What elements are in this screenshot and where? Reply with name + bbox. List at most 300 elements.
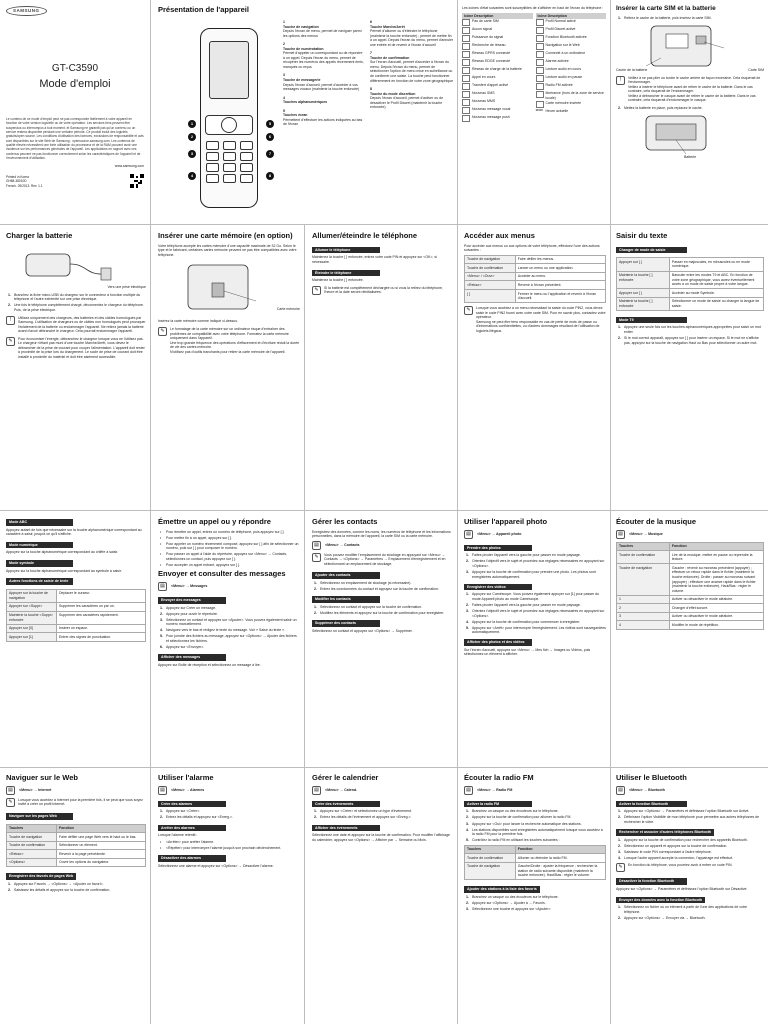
table-row — [465, 264, 606, 273]
step: Appuyez sur <Options> → Ajouter à → Favoris. — [472, 901, 546, 906]
menu-path-icon: ▤ — [464, 786, 473, 795]
note-text: Pour économiser l'énergie, débranchez le chargeur lorsque vous ne l'utilisez pas. Le chargeur n'étant pas muni d'une touche Marche/Arrêt, vous devez le débrancher de la prise de courant pour couper l'alimentation. L'appareil doit rester à proximité de la prise lors du chargement. Le socle de prise de courant doit être installé à proximité du matériel et doit être aisément accessible. — [18, 336, 145, 359]
note-text: N'utilisez pas d'outils tranchants pour retirer la carte mémoire de l'appareil. — [170, 349, 286, 354]
menu-path-text: <Menu> → Radio FM — [477, 787, 513, 792]
step: Saisissez le code PIN correspondant à l'autre téléphone. — [624, 849, 712, 854]
section-title: Naviguer sur le Web — [6, 773, 78, 782]
function-cell: Activer ou désactiver le mode aléatoire. — [669, 595, 763, 604]
section-title: Utiliser le Bluetooth — [616, 773, 687, 782]
table-row — [7, 858, 146, 867]
radio-section: Écouter la radio FM ▤ <Menu> → Radio FM Activer la radio FM 1. Branchez un casque ou des écouteurs sur le téléphone. 2. Appuyez sur la touche de confirmation pour allumer la radio FM. 3. Appuyez sur <Oui> pour lancer la recherche automatique des stations. 4. Les stations disponibles sont enregistrées automatiquement lorsque vous accédez à la radio FM pour la première fois. 5. Contrôlez la radio FM en utilisant les touches suivantes : Touches Fonction Touche de confirmation Allumer ou éteindre la radio FM. Touche de navigation Gauche/Droite : ajuster la fréquence ; rechercher la station de radio suivante disponible (maintenir la touche enfoncée). Haut/Bas : régler le volume. Ajouter des stations à la liste des favoris 1. Branchez un casque ou des écouteurs sur le téléphone. 2. Appuyez sur <Options> → Ajouter à → Favoris. 3. Sélectionnez une touche et appuyez sur <Ajouter>. — [464, 772, 606, 1020]
note-text: Une trop grande fréquence des opérations d'effacement et d'écriture réduit la durée de vie des cartes mémoire. — [170, 340, 300, 350]
table-row — [7, 624, 146, 633]
menu-path-icon: ▤ — [158, 786, 167, 795]
status-icon — [536, 51, 544, 58]
subsection-bar: Mode numérique — [6, 542, 73, 549]
legend-num: 8 — [370, 87, 372, 92]
step: Mettez la batterie en place, puis replacez le cache. — [624, 105, 703, 110]
menu-path-text: <Menu> → Calend. — [325, 787, 358, 792]
step: Lorsque l'autre appareil accepte la connexion, l'appairage est effectué. — [624, 855, 734, 860]
subsection-bar: Afficher des événements — [312, 825, 380, 832]
menus-table — [464, 255, 606, 303]
legend-num: 2 — [283, 42, 285, 47]
key-cell: Touche de navigation — [465, 862, 516, 880]
menu-path-text: <Menu> → Internet — [19, 787, 52, 792]
icon-desc: Recherche de réseau — [472, 43, 506, 48]
caption: Carte mémoire — [276, 306, 300, 311]
calls-section: Émettre un appel ou y répondre • Pour émettre un appel, entrez un numéro de téléphone, puis appuyez sur [ ]. • Pour mettre fin à un appel, appuyez sur [ ]. • Pour appeler un numéro récemment composé, appuyez sur [ ] afin de sélectionner un numéro, puis sur [ ] pour composer le numéro. • Pour passer un appel à l'aide du répertoire, appuyez sur <Menu> → Contacts, sélectionnez un contact, puis appuyez sur [ ]. • Pour accepter un appel entrant, appuyez sur [ ]. Envoyer et consulter des messages ▤ <Menu> → Messages Envoyer des messages 1. Appuyez sur Créer un message. 2. Appuyez pour ouvrir le répertoire. 3. Sélectionnez un contact et appuyez sur <Ajouter>. Vous pouvez également saisir un numéro manuellement. 4. Naviguez vers le bas et rédigez le texte du message. Voir « Saisir du texte ». 5. Pour joindre des fichiers au message, appuyez sur <Options> → Ajouter des fichiers et sélectionnez les fichiers. 6. Appuyez sur <Envoyer>. Afficher des messages Appuyez sur Boîte de réception et sélectionnez un message à lire. — [158, 517, 299, 667]
key-cell: Touche de confirmation — [465, 264, 516, 273]
function-cell: Faire défiler une page Web vers le haut ou le bas. — [57, 833, 146, 842]
icon-desc: Lecture audio en cours — [545, 67, 582, 72]
step: Appuyez sur <Arrêt> pour interrompre l'enregistrement. Les vidéos sont sauvegardées automatiquement. — [472, 625, 606, 635]
legend-desc: Sur l'écran d'accueil, permet d'accéder à l'écran du menu. Depuis l'écran du menu, permet de sélectionner l'option de menu mise en surbrillance ou de confirmer une saisie. La touche peut fonctionner différemment en fonction de votre zone géographique — [370, 60, 454, 83]
table-row — [617, 604, 764, 613]
function-cell: Ouvrir les options du navigateur. — [57, 858, 146, 867]
step: Sélectionnez un contact et appuyez sur <Ajouter>. Vous pouvez également saisir un numéro manuellement. — [166, 617, 297, 627]
step: Faites pivoter l'appareil vers la gauche pour passer en mode paysage. — [472, 602, 581, 607]
status-icon — [536, 43, 544, 50]
table-row — [617, 595, 764, 604]
callout-8: 8 — [266, 172, 274, 180]
subsection-bar: Rechercher et associer d'autres téléphones Bluetooth — [616, 829, 714, 836]
subsection-bar: Arrêter des alarmes — [158, 825, 226, 832]
function-cell: Sélectionner un mode de saisie ou changer la langue de saisie. — [669, 297, 763, 310]
key-cell: Touche de navigation — [7, 833, 57, 842]
table-row — [7, 589, 146, 602]
step: Appuyez sur la touche de confirmation pour allumer la radio FM. — [472, 815, 572, 820]
step: Appuyez sur <Envoyer>. — [166, 644, 205, 649]
power-section — [312, 230, 454, 508]
step: Branchez la fiche micro-USB du chargeur sur le connecteur à fonction multiple du téléphone et l'autre extrémité sur une prise électrique. — [14, 292, 141, 302]
subsection-bar: Allumer le téléphone — [312, 247, 380, 254]
function-cell: Accéder au menu. — [515, 272, 605, 281]
music-keys-table — [616, 542, 764, 630]
table-row — [617, 289, 764, 298]
legend-desc: Depuis l'écran d'accueil, permet d'activer ou de désactiver le Profil Discret (maintenir la touche enfoncée) — [370, 96, 444, 110]
step: Contrôlez la radio FM en utilisant les touches suivantes : — [472, 838, 560, 843]
note-text: Lorsque vous accédez à un menu nécessitant la saisie du code PIN2, vous devez saisir le code PIN2 fourni avec votre carte SIM. Pour en savoir plus, contactez votre opérateur. — [476, 306, 606, 320]
table-row — [7, 633, 146, 642]
step: Appuyez sur Caméscope. Vous pouvez également appuyer sur [1] pour passer du mode Appareil photo au mode Caméscope. — [472, 592, 600, 601]
menu-path-text: <Menu> → Bluetooth — [629, 787, 665, 792]
key-cell: <Menu> / <Ouvr> — [465, 272, 516, 281]
callout-1: 1 — [188, 120, 196, 128]
step: Appuyez sur <Options> → Envoyer via → Bluetooth. — [624, 915, 706, 920]
note-icon: ✎ — [6, 798, 15, 807]
note-text: Samsung ne peut être tenu responsable en cas de perte de mots de passe ou d'informations confidentielles, ou d'autres dommages résultant de l'utilisation de logiciels illégaux. — [476, 319, 600, 333]
callout-7: 7 — [266, 150, 274, 158]
step: Appuyez sur <Options> → Paramètres et définissez l'option Bluetooth sur Activé. — [624, 809, 750, 814]
step: Branchez un casque ou des écouteurs sur le téléphone. — [472, 895, 559, 900]
sim-illustration — [616, 22, 746, 72]
icon-desc: Nouveau message vocal — [472, 107, 511, 112]
table-header: Touches — [617, 542, 670, 551]
intro-text: Votre téléphone accepte les cartes mémoire d'une capacité maximale de 32 Go. Selon le type et le fabricant, certaines cartes mémoire peuvent ne pas être compatibles avec votre téléphone. — [158, 243, 297, 257]
sim-section: Insérer la carte SIM et la batterie 1. Retirez le cache de la batterie, puis insérez la carte SIM. Cache de la batterie Carte SIM ! Veillez à ne pas plier ou tordre le cache arrière de façon excessive. Cela risquerait de l'endommager. Veillez à insérer le téléphone avant de retirer le cache de la batterie. Dans le cas contraire, cela risquerait de l'endommager. Veillez à débrancher le casque avant de retirer le cache de la batterie. Dans le cas contraire, cela risquerait d'endommager le casque. 2. Mettez la batterie en place, puis replacez le cache. Batterie — [616, 5, 764, 160]
step: Appuyez sur Créer un message. — [166, 605, 217, 610]
camera-section: Utiliser l'appareil photo ▤ <Menu> → Appareil photo Prendre des photos 1. Faites pivoter l'appareil vers la gauche pour passer en mode paysage. 2. Orientez l'objectif vers le sujet et procédez aux réglages nécessaires en appuyant sur <Options>. 3. Appuyez sur la touche de confirmation pour prendre une photo. Les photos sont enregistrées automatiquement. Enregistrer des vidéos 1. Appuyez sur Caméscope. Vous pouvez également appuyer sur [1] pour passer du mode Appareil photo au mode Caméscope. 2. Faites pivoter l'appareil vers la gauche pour passer en mode paysage. 3. Orientez l'objectif vers le sujet et procédez aux réglages nécessaires en appuyant sur <Options>. 4. Appuyez sur la touche de confirmation pour commencer à enregistrer. 5. Appuyez sur <Arrêt> pour interrompre l'enregistrement. Les vidéos sont sauvegardées automatiquement. Afficher des photos et des vidéos Sur l'écran d'accueil, appuyez sur <Menu> → Mes fich → Images ou Vidéos, puis sélectionnez un élément à afficher. — [464, 517, 606, 657]
icon-desc: Itinérance (hors de la zone de service locale) — [545, 91, 604, 100]
icon-desc: Nouveau MMS — [472, 99, 496, 104]
function-cell: Supprimer des caractères rapidement. — [57, 611, 146, 624]
caption: Vers une prise électrique — [107, 285, 146, 290]
table-row — [617, 271, 764, 289]
function-cell: Accéder au mode Symbole. — [669, 289, 763, 298]
key-cell: Maintenir la touche [ ] enfoncée — [617, 271, 670, 289]
key-cell: 3 — [617, 612, 670, 621]
function-cell: Revenir à la page précédente. — [57, 850, 146, 859]
subsection-bar: Désactiver des alarmes — [158, 855, 226, 862]
subsection-bar: Éteindre le téléphone — [312, 270, 380, 277]
legend-title: Touche du mode discrétion — [370, 91, 416, 96]
radio-keys-table — [464, 845, 606, 881]
text-functions-table — [6, 589, 146, 642]
menu-path-icon: ▤ — [616, 786, 625, 795]
icon-desc: Puissance du signal — [472, 35, 504, 40]
status-icon — [462, 115, 470, 122]
menu-path — [312, 541, 454, 550]
body-text: Lorsque l'alarme retentit : — [158, 833, 198, 838]
legend-num: 4 — [283, 95, 285, 100]
table-row — [7, 850, 146, 859]
calendar-section: Gérer le calendrier ▤ <Menu> → Calend. Créer des événements 1. Appuyez sur <Créer> et sélectionnez un type d'événement. 2. Entrez les détails de l'événement et appuyez sur <Enreg.>. Afficher des événements Sélectionnez une date et appuyez sur la touche de confirmation. Pour modifier l'affichage du calendrier, appuyez sur <Options> → Afficher par → Semaine ou Mois. — [312, 772, 454, 1020]
key-cell: 4 — [617, 621, 670, 630]
body-text: Appuyez sur Boîte de réception et sélectionnez un message à lire. — [158, 662, 261, 667]
section-title: Gérer les contacts — [312, 517, 378, 526]
key-cell: Appuyer sur [1] — [7, 633, 57, 642]
status-icon — [462, 99, 470, 106]
menu-path-text: <Menu> → Alarmes — [171, 787, 205, 792]
table-row — [465, 272, 606, 281]
function-cell: Changer d'effet sonore. — [669, 604, 763, 613]
section-title: Accéder aux menus — [464, 231, 535, 240]
legend-title: Touches écran — [283, 113, 308, 118]
icon-desc: Carte mémoire insérée — [545, 101, 582, 106]
presentation-legend-left — [283, 20, 365, 220]
key-cell: [ ] — [465, 290, 516, 303]
status-icon — [462, 59, 470, 66]
table-row — [617, 297, 764, 310]
model-name: GT-C3590 — [51, 62, 99, 74]
key-cell: Touche de confirmation — [617, 551, 670, 564]
battery-illustration — [616, 112, 746, 160]
function-cell: Supprimer les caractères un par un. — [57, 602, 146, 611]
memcard-section — [158, 230, 300, 508]
step: Orientez l'objectif vers le sujet et procédez aux réglages nécessaires en appuyant sur <Options>. — [472, 559, 605, 569]
function-cell: Basculer entre les modes T9 et ABC. En fonction de votre zone géographique, vous aurez éventuellement accès à un mode de saisie propre à votre langue. — [669, 271, 763, 289]
cover-panel — [6, 6, 144, 220]
status-icon — [462, 83, 470, 90]
key-cell: Touche de navigation — [617, 564, 670, 595]
key-cell: <Options> — [7, 858, 57, 867]
legend-title: Touche de messagerie — [283, 78, 321, 83]
table-row — [465, 862, 606, 880]
function-cell: Sélectionner un élément. — [57, 841, 146, 850]
subsection-bar: Créer des alarmes — [158, 801, 226, 808]
step: Orientez l'objectif vers le sujet et procédez aux réglages nécessaires en appuyant sur <Options>. — [472, 608, 605, 618]
step: Appuyez sur <Oui> pour lancer la recherche automatique des stations. — [472, 821, 582, 826]
function-cell: Modifier le mode de répétition. — [669, 621, 763, 630]
function-cell: Lancer un menu ou une application. — [515, 264, 605, 273]
legend-title: Touches alphanumériques — [283, 100, 328, 105]
section-title: Charger la batterie — [6, 231, 73, 240]
section-title: Utiliser l'appareil photo — [464, 517, 548, 526]
body-text: Appuyez sur <Options> → Paramètres et définissez l'option Bluetooth sur Désactivé. — [616, 887, 748, 892]
legend-num: 3 — [283, 73, 285, 78]
step: Les stations disponibles sont enregistrées automatiquement lorsque vous accédez à la radio FM pour la première fois. — [472, 827, 603, 837]
step: Modifiez les éléments et appuyez sur la touche de confirmation pour enregistrer. — [320, 610, 445, 615]
section-title: Émettre un appel ou y répondre — [158, 517, 271, 526]
note-text: Si la batterie est complètement déchargée ou si vous la retirez du téléphone, l'heure et la date seront réinitialisées. — [324, 285, 443, 295]
icon-desc: Profil Discret activé — [545, 27, 576, 32]
function-cell: Lire de la musique, mettre en pause ou reprendre la lecture. — [669, 551, 763, 564]
status-icon — [536, 101, 544, 108]
samsung-logo: SAMSUNG — [6, 6, 47, 16]
subsection-bar: Envoyer des messages — [158, 597, 226, 604]
function-cell: Déplacer le curseur. — [57, 589, 146, 602]
web-keys-table — [6, 824, 146, 868]
icon-desc: Nouveau message push — [472, 115, 510, 120]
body-text: Sélectionnez une date et appuyez sur la touche de confirmation. Pour modifier l'affichage du calendrier, appuyez sur <Options> → Afficher par → Semaine ou Mois. — [312, 833, 450, 842]
charger-illustration — [6, 244, 136, 288]
table-row — [465, 281, 606, 290]
menu-path — [464, 786, 606, 795]
section-title: Gérer le calendrier — [312, 773, 379, 782]
icon-desc: Réseau de charge de la batterie — [472, 67, 522, 72]
alarm-section: Utiliser l'alarme ▤ <Menu> → Alarmes Créer des alarmes 1. Appuyez sur <Créer>. 2. Entrez les détails et appuyez sur <Enreg.>. Arrêter des alarmes Lorsque l'alarme retentit : • <Arrêter> pour arrêter l'alarme. • <Répéter> pour interrompre l'alarme jusqu'à son prochain déclenchement. Désactiver des alarmes Sélectionnez une alarme et appuyez sur <Options> → Désactiver l'alarme. — [158, 772, 300, 1020]
menu-path — [158, 786, 300, 795]
status-icon — [462, 19, 470, 26]
section-title: Envoyer et consulter des messages — [158, 569, 286, 579]
table-row — [465, 854, 606, 863]
section-title: Utiliser l'alarme — [158, 773, 214, 782]
status-icon — [462, 27, 470, 34]
function-cell: Entrer des signes de ponctuation. — [57, 633, 146, 642]
note-icon: ✎ — [312, 553, 321, 562]
status-icon — [536, 83, 544, 90]
warning-icon: ! — [6, 316, 15, 325]
status-icon — [462, 51, 470, 58]
legend-desc: Permettent d'effectuer les actions indiquées au bas de l'écran — [283, 117, 363, 127]
legend-num: 1 — [283, 20, 285, 24]
icon-desc: Transfert d'appel activé — [472, 83, 509, 88]
icons-header: Icône Description — [462, 13, 533, 20]
list-item: <Arrêter> pour arrêter l'alarme. — [166, 839, 215, 844]
function-cell: Activer ou désactiver le mode aléatoire. — [669, 612, 763, 621]
step: Naviguez vers le bas et rédigez le texte du message. Voir « Saisir du texte ». — [166, 628, 286, 633]
status-icon — [536, 75, 544, 82]
menu-path — [158, 582, 300, 591]
menu-path-text: <Menu> → Messages — [171, 583, 208, 588]
key-cell: Maintenir la touche <Suppr> enfoncée — [7, 611, 57, 624]
subsection-bar: Afficher des photos et des vidéos — [464, 639, 532, 646]
table-row — [7, 602, 146, 611]
legend-num: 5 — [283, 108, 285, 113]
list-item: Pour émettre un appel, entrez un numéro de téléphone, puis appuyez sur [ ]. — [166, 529, 285, 534]
note-text: Veillez à débrancher le casque avant de retirer le cache de la batterie. Dans le cas contraire, cela risquerait d'endommager le casque. — [628, 93, 756, 103]
body-text: Appuyez autant de fois que nécessaire sur la touche alphanumérique correspondant au caractère à saisir, jusqu'à ce qu'il s'affiche. — [6, 527, 142, 537]
step: Appuyez sur la touche de confirmation pour rechercher des appareils Bluetooth. — [624, 837, 748, 842]
table-header: Fonction — [515, 845, 605, 854]
subsection-bar: Enregistrer des favoris de pages Web — [6, 873, 76, 880]
section-title: Insérer la carte SIM et la batterie — [616, 5, 716, 12]
presentation-legend-right — [370, 20, 454, 220]
legend-desc: Permet d'appeler un correspondant ou de répondre à un appel. Depuis l'écran du menu, permet de récupérer les numéros des appels récemment émis, manqués ou reçus — [283, 51, 364, 69]
abc-section — [6, 516, 146, 764]
function-cell: Insérer un espace. — [57, 624, 146, 633]
note-icon: ✎ — [616, 863, 625, 872]
legend-title: Touche de numérotation — [283, 46, 324, 51]
section-title: Écouter la radio FM — [464, 773, 534, 782]
key-cell: Touche de confirmation — [7, 841, 57, 850]
memory-card-illustration — [158, 259, 288, 319]
function-cell: Fermer le menu ou l'application et revenir à l'écran d'accueil. — [515, 290, 605, 303]
menu-path-icon: ▤ — [312, 541, 321, 550]
note-text: Utilisez uniquement des chargeurs, des batteries et des câbles homologués par Samsung. L'utilisation de chargeurs ou de câbles non homologués peut provoquer l'éclatement de la batterie ou endommager l'appareil. Ne retirez jamais la batterie avant d'avoir débranché le chargeur. Cela pourrait endommager l'appareil. — [18, 315, 146, 334]
callout-3: 3 — [188, 150, 196, 158]
subsection-bar: Mode ABC — [6, 519, 73, 526]
menu-path-icon: ▤ — [616, 530, 625, 539]
legend-num: 7 — [370, 51, 372, 56]
step: Appuyez une seule fois sur les touches alphanumériques appropriées pour saisir un mot entier. — [624, 325, 761, 335]
status-icon — [536, 67, 544, 74]
table-row — [7, 611, 146, 624]
icon-desc: Profil Normal activé — [545, 19, 576, 24]
step: Entrez les coordonnées du contact et appuyez sur la touche de confirmation. — [320, 587, 439, 592]
body-text: Appuyez sur la touche alphanumérique correspondant au symbole à saisir. — [6, 568, 122, 573]
menu-path — [616, 786, 764, 795]
legend-desc: Permet d'allumer ou d'éteindre le téléphone (maintenir la touche enfoncée) ; permet de mettre fin à un appel. Depuis l'écran du menu, permet d'annuler une entrée et de revenir à l'écran d'accueil — [370, 29, 454, 47]
step: Appuyez pour ouvrir le répertoire. — [166, 611, 218, 616]
subsection-bar: Afficher des messages — [158, 654, 226, 661]
callout-5: 5 — [266, 120, 274, 128]
note-text: Veillez à insérer le téléphone avant de retirer le cache de la batterie. Dans le cas contraire, cela risquerait de l'endommager. — [628, 84, 753, 94]
function-cell: Allumer ou éteindre la radio FM. — [515, 854, 605, 863]
music-section — [616, 516, 764, 764]
icon-desc: Fonction Bluetooth activée — [545, 35, 587, 40]
samsung-url: www.samsung.com — [114, 164, 144, 169]
table-row — [617, 258, 764, 271]
table-row — [7, 833, 146, 842]
legend-title: Touche Marche/Arrêt — [370, 24, 405, 29]
intro-text: Pour accéder aux menus ou aux options de votre téléphone, effectuez l'une des actions suivantes : — [464, 243, 600, 253]
step: Saisissez les détails et appuyez sur la touche de confirmation. — [14, 887, 111, 892]
menu-path-icon: ▤ — [464, 530, 473, 539]
key-cell: Appuyer sur <Suppr> — [7, 602, 57, 611]
step: Sélectionnez une touche et appuyez sur <Ajouter>. — [472, 907, 552, 912]
key-cell: <Retour> — [465, 281, 516, 290]
note-icon: ✎ — [464, 306, 473, 315]
note-icon: ✎ — [312, 286, 321, 295]
function-cell: Gauche/Droite : ajuster la fréquence ; rechercher la station de radio suivante disponible (maintenir la touche enfoncée). Haut/Bas : régler le volume. — [515, 862, 605, 880]
step: Sélectionnez un fichier ou un élément à partir de l'une des applications de votre téléphone. — [624, 905, 748, 914]
footer-line: GH68-38010D — [6, 179, 27, 184]
status-icon — [536, 59, 544, 66]
subsection-bar: Ajouter des contacts — [312, 572, 380, 579]
callout-6: 6 — [266, 133, 274, 141]
caption: Batterie — [683, 155, 697, 160]
table-row — [617, 612, 764, 621]
note-icon: ✎ — [6, 337, 15, 346]
icons-header: Icône Description — [536, 13, 607, 20]
subsection-bar: Envoyer des données avec la fonction Bluetooth — [616, 897, 705, 904]
table-row — [465, 290, 606, 303]
key-cell: 1 — [617, 595, 670, 604]
status-icon — [536, 91, 544, 98]
body-text: Sur l'écran d'accueil, appuyez sur <Menu> → Mes fich → Images ou Vidéos, puis sélectionnez un élément à afficher. — [464, 647, 591, 657]
icon-desc: Connecté à un ordinateur — [545, 51, 585, 56]
menu-path-text: <Menu> → Musique — [629, 531, 663, 536]
table-row — [617, 621, 764, 630]
menus-section — [464, 230, 606, 508]
table-row — [617, 551, 764, 564]
footer-line: French. 09/2013. Rev. 1.1 — [6, 183, 43, 188]
list-item: Pour mettre fin à un appel, appuyez sur [ ]. — [166, 535, 233, 540]
table-header: Touches — [465, 845, 516, 854]
subsection-bar: Ajouter des stations à la liste des favoris — [464, 886, 540, 893]
subsection-bar: Créer des événements — [312, 801, 380, 808]
icon-desc: Lecture audio en pause — [545, 75, 583, 80]
subsection-bar: Changer de mode de saisie — [616, 247, 687, 254]
step: Appuyez sur la touche de confirmation pour prendre une photo. Les photos sont enregistrées automatiquement. — [472, 570, 596, 579]
subsection-bar: Mode T9 — [616, 317, 687, 324]
step: Pour joindre des fichiers au message, appuyez sur <Options> → Ajouter des fichiers et sélectionnez les fichiers. — [166, 634, 297, 643]
note-text: Veillez à ne pas plier ou tordre le cache arrière de façon excessive. Cela risquerait de l'endommager. — [628, 75, 761, 85]
icon-desc: Appel en cours — [472, 75, 496, 80]
menu-path-text: <Menu> → Contacts — [325, 543, 360, 547]
table-row — [465, 255, 606, 264]
subsection-bar: Modifier les contacts — [312, 596, 380, 603]
time-icon: 10:00 — [535, 108, 543, 113]
subsection-bar: Mode symbole — [6, 560, 73, 567]
note-text: Vous pouvez modifier l'emplacement du stockage en appuyant sur <Menu> → Contacts → <Options> → Paramètres → Emplacement d'enregistrement et en sélectionnant un emplacement de stockage. — [324, 552, 446, 566]
step: Entrez les détails et appuyez sur <Enreg.>. — [166, 815, 233, 820]
step: Retirez le cache de la batterie, puis insérez la carte SIM. — [624, 16, 712, 21]
icon-desc: Pas de carte SIM — [472, 19, 499, 24]
table-header: Fonction — [669, 542, 763, 551]
qr-code-icon — [130, 174, 144, 188]
text-input-section: Saisir du texte Changer de mode de saisie Appuyer sur [ ] Passer en majuscules, en minuscules ou en mode numérique. Maintenir la touche [ ] enfoncée Basculer entre les modes T9 et ABC. En fonction de votre zone géographique, vous aurez éventuellement accès à un mode de saisie propre à votre langue. Appuyer sur [ ] Accéder au mode Symbole. Maintenir la touche [ ] enfoncée Sélectionner un mode de saisie ou changer la langue de saisie. Mode T9 1. Appuyez une seule fois sur les touches alphanumériques appropriées pour saisir un mot entier. 2. Si le mot correct apparaît, appuyez sur [ ] pour insérer un espace. Si le mot ne s'affiche pas, appuyez sur la touche de navigation Haut ou Bas pour sélectionner un autre mot. — [616, 230, 764, 508]
section-title: Écouter de la musique — [616, 517, 697, 526]
key-cell: Appuyer sur la touche de navigation — [7, 589, 57, 602]
icon-desc: Réseau GPRS connecté — [472, 51, 511, 56]
function-cell: Revenir à l'écran précédent. — [515, 281, 605, 290]
subsection-bar: Activer la fonction Bluetooth — [616, 801, 687, 808]
legend-desc: Depuis l'écran d'accueil, permet d'accéder à vos messages vocaux (maintenir la touche enfoncée) — [283, 82, 360, 92]
section-title: Saisir du texte — [616, 231, 668, 240]
note-text: Le formatage de la carte mémoire sur un ordinateur risque d'entraîner des problèmes de compatibilité avec votre téléphone. Formatez la carte mémoire uniquement dans l'appareil. — [170, 327, 289, 341]
status-icon — [462, 75, 470, 82]
callout-4: 4 — [188, 172, 196, 180]
subsection-bar: Supprimer des contacts — [312, 620, 380, 627]
legend-title: Touche de navigation — [283, 24, 319, 29]
note-text: Lorsque vous accédez à Internet pour la première fois, il se peut que vous soyez invité à créer un profil Internet. — [18, 797, 143, 807]
phone-illustration — [200, 28, 258, 208]
subsection-bar: Désactiver la fonction Bluetooth — [616, 878, 687, 885]
menu-path — [312, 786, 454, 795]
caption: Cache de la batterie — [616, 68, 648, 73]
key-cell: Appuyer sur [ ] — [617, 289, 670, 298]
subsection-bar: Activer la radio FM — [464, 801, 532, 808]
body-text: Maintenez la touche [ ] enfoncée, entrez votre code PIN et appuyez sur <OK>, si nécessaire. — [312, 255, 437, 264]
function-cell: Faire défiler les menus. — [515, 255, 605, 264]
legend-num: 6 — [370, 20, 372, 24]
step: Sélectionnez un emplacement de stockage (si nécessaire). — [320, 581, 412, 586]
icon-desc: Alarme activée — [545, 59, 569, 64]
footer-line: Printed in Korea — [6, 175, 29, 180]
status-icon — [462, 91, 470, 98]
